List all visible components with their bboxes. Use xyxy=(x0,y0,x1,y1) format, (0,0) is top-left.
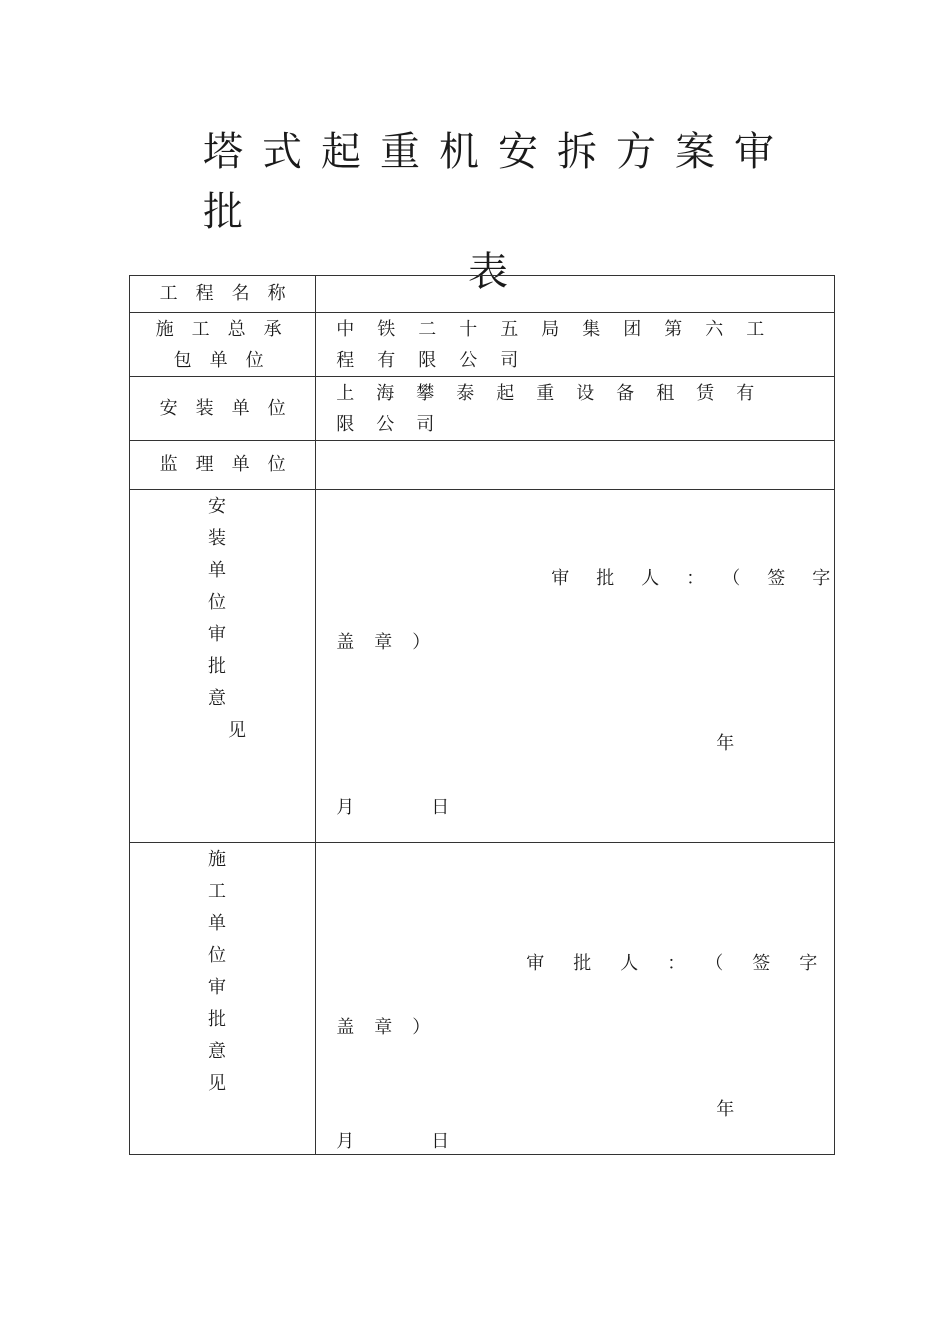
contractor-opinion-label xyxy=(202,843,232,1100)
supervisor-label-cell xyxy=(130,441,316,490)
project-name-value xyxy=(316,276,834,277)
contractor-opinion-area xyxy=(316,843,847,1154)
project-name-label-cell xyxy=(130,276,316,313)
seal-label: 盖章） xyxy=(336,632,451,653)
label-char: 审 xyxy=(208,977,226,998)
row-project-name xyxy=(130,276,835,313)
supervisor-label: 监理单位 xyxy=(159,454,304,475)
approver-signature-label: 审批人：（签字 xyxy=(551,568,858,589)
seal-label: 盖章） xyxy=(336,1017,451,1038)
installer-opinion-area xyxy=(316,490,858,842)
project-name-value-cell[interactable] xyxy=(316,276,835,313)
installer-label-cell xyxy=(130,377,316,441)
supervisor-value-cell[interactable] xyxy=(316,441,835,490)
year-label: 年 xyxy=(716,1099,735,1120)
project-name-label: 工程名称 xyxy=(159,283,304,304)
label-char: 意 xyxy=(208,688,226,709)
day-label: 日 xyxy=(431,797,450,818)
contractor-opinion-label-cell xyxy=(130,843,316,1155)
installer-opinion-label-cell xyxy=(130,490,316,843)
label-char: 装 xyxy=(208,528,226,549)
installer-value-cell[interactable] xyxy=(316,377,835,441)
title-line-1: 塔式起重机安拆方案审批 xyxy=(203,129,793,235)
title-line-2: 表 xyxy=(468,249,527,295)
row-installer-opinion xyxy=(130,490,835,843)
label-char: 工 xyxy=(208,881,226,902)
row-contractor-opinion xyxy=(130,843,835,1155)
year-label: 年 xyxy=(716,733,735,754)
row-installer xyxy=(130,377,835,441)
label-char: 位 xyxy=(208,592,226,613)
approver-signature-label: 审批人：（签字 xyxy=(526,953,847,974)
label-char: 批 xyxy=(208,656,226,677)
label-char: 批 xyxy=(208,1009,226,1030)
row-general-contractor xyxy=(130,313,835,377)
approval-form-table xyxy=(129,275,858,1155)
label-char: 位 xyxy=(208,945,226,966)
label-char: 意 xyxy=(208,1041,226,1062)
installer-label: 安装单位 xyxy=(159,398,304,419)
month-label: 月 xyxy=(336,797,355,818)
label-char: 见 xyxy=(208,1073,226,1094)
general-contractor-value: 中铁二十五局集团第六工程有限公司 xyxy=(336,319,788,371)
installer-value: 上海攀泰起重设备租赁有限公司 xyxy=(336,383,777,435)
installer-opinion-label xyxy=(202,490,246,747)
day-label: 日 xyxy=(431,1131,450,1152)
label-char: 安 xyxy=(208,496,226,517)
row-supervisor xyxy=(130,441,835,490)
supervisor-value xyxy=(316,441,834,442)
general-contractor-value-cell[interactable] xyxy=(316,313,835,377)
month-label: 月 xyxy=(336,1131,355,1152)
general-contractor-label: 施工总承包单位 xyxy=(155,319,300,371)
general-contractor-label-cell xyxy=(130,313,316,377)
contractor-opinion-cell[interactable] xyxy=(316,843,847,1155)
label-char: 单 xyxy=(208,560,226,581)
label-char: 单 xyxy=(208,913,226,934)
label-char: 审 xyxy=(208,624,226,645)
label-char: 施 xyxy=(208,849,226,870)
installer-opinion-cell[interactable] xyxy=(316,490,858,843)
label-char: 见 xyxy=(228,720,246,741)
